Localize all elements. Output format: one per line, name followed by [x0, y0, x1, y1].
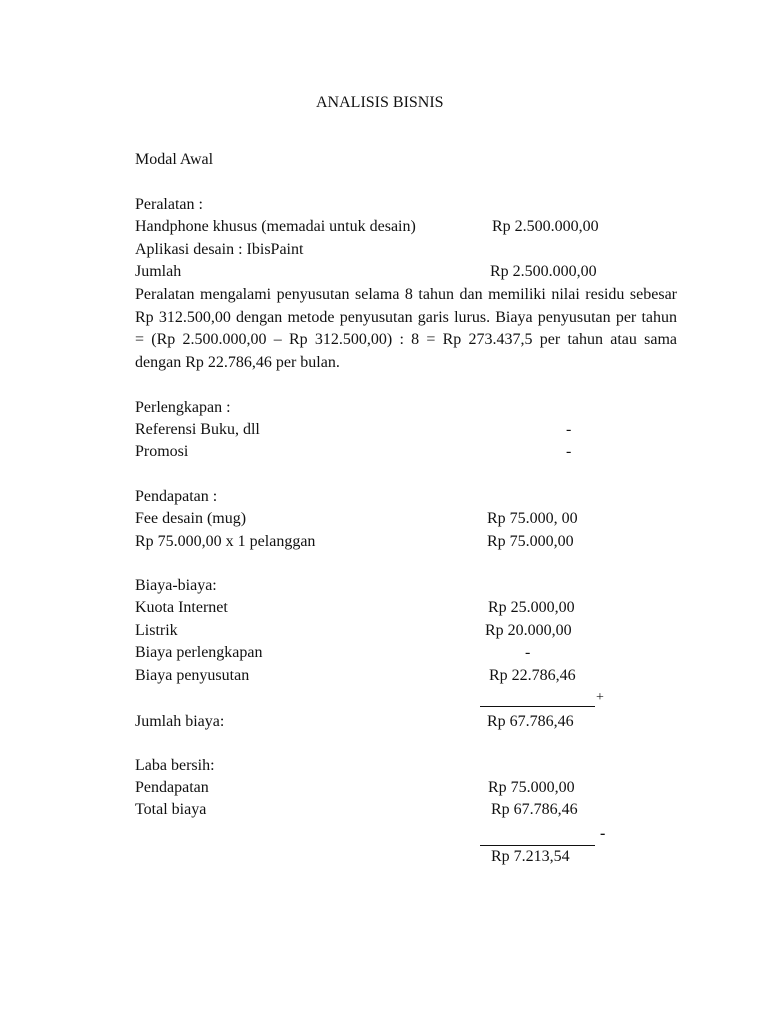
biaya-item-value: Rp 22.786,46 [489, 667, 576, 684]
sum-underline [480, 706, 595, 707]
perlengkapan-heading: Perlengkapan : [135, 399, 231, 416]
jumlah-biaya-value: Rp 67.786,46 [487, 713, 574, 730]
biaya-item-label: Biaya penyusutan [135, 667, 250, 684]
biaya-item-value: Rp 25.000,00 [488, 599, 575, 616]
peralatan-heading: Peralatan : [135, 196, 203, 213]
biaya-item-value: Rp 20.000,00 [485, 622, 572, 639]
pendapatan-heading: Pendapatan : [135, 488, 218, 505]
pendapatan-item-value: Rp 75.000,00 [487, 533, 574, 550]
result-underline [480, 845, 595, 846]
laba-heading: Laba bersih: [135, 757, 215, 774]
pendapatan-item-label: Rp 75.000,00 x 1 pelanggan [135, 533, 316, 550]
pendapatan-item-label: Fee desain (mug) [135, 510, 247, 527]
peralatan-total-label: Jumlah [135, 263, 182, 280]
laba-item-value: Rp 75.000,00 [488, 779, 575, 796]
document-title: ANALISIS BISNIS [316, 94, 444, 111]
laba-bersih-result: Rp 7.213,54 [491, 848, 570, 865]
biaya-item-value: - [525, 644, 531, 661]
biaya-item-label: Kuota Internet [135, 599, 228, 616]
modal-awal-heading: Modal Awal [135, 151, 214, 168]
laba-item-value: Rp 67.786,46 [491, 801, 578, 818]
peralatan-item-label: Aplikasi desain : IbisPaint [135, 241, 304, 258]
perlengkapan-item-value: - [566, 443, 572, 460]
peralatan-total-value: Rp 2.500.000,00 [490, 263, 597, 280]
perlengkapan-item-label: Referensi Buku, dll [135, 421, 260, 438]
perlengkapan-item-label: Promosi [135, 443, 189, 460]
laba-item-label: Pendapatan [135, 779, 209, 796]
plus-operator: + [596, 690, 604, 705]
biaya-item-label: Listrik [135, 622, 178, 639]
biaya-item-label: Biaya perlengkapan [135, 644, 263, 661]
minus-operator: - [600, 825, 606, 842]
pendapatan-item-value: Rp 75.000, 00 [487, 510, 578, 527]
laba-item-label: Total biaya [135, 801, 207, 818]
jumlah-biaya-label: Jumlah biaya: [135, 713, 225, 730]
biaya-heading: Biaya-biaya: [135, 577, 217, 594]
peralatan-item-label: Handphone khusus (memadai untuk desain) [135, 218, 416, 235]
peralatan-item-value: Rp 2.500.000,00 [492, 218, 599, 235]
penyusutan-paragraph: Peralatan mengalami penyusutan selama 8 tahun dan memiliki nilai residu sebesar Rp 312.500,00 dengan metode penyusutan garis lurus. Biaya penyusutan per tahun = (Rp 2.500.000,00 – Rp 312.500,00) : 8 = Rp 273.437,5 per tahun atau sama dengan Rp 22.786,46 per bulan. [135, 286, 677, 371]
perlengkapan-item-value: - [566, 421, 572, 438]
